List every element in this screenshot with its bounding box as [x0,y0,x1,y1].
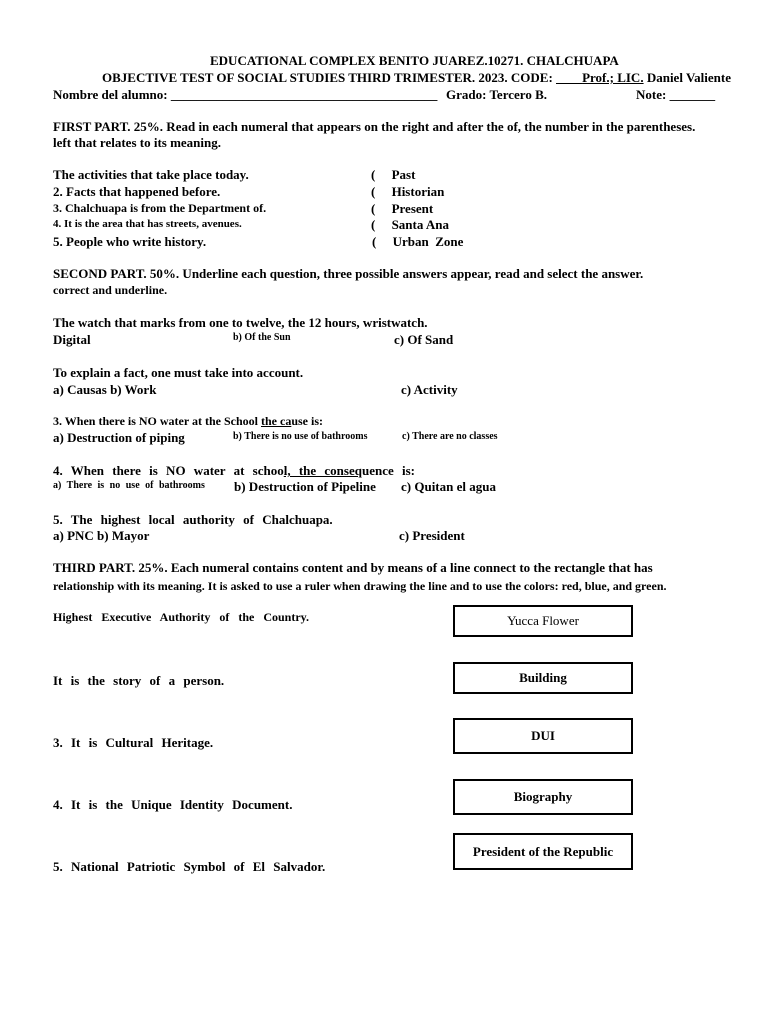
question-4-post: uence is: [361,463,415,478]
part1-item: The activities that take place today. [53,167,249,182]
question-1: The watch that marks from one to twelve, the 12 hours, wristwatch. [53,315,428,330]
answer-option: c) Of Sand [394,332,454,347]
prof-label: Prof.; LIC. [582,70,644,85]
match-item: 5. National Patriotic Symbol of El Salvador. [53,859,326,874]
match-item: 4. It is the Unique Identity Document. [53,797,293,812]
match-item: Highest Executive Authority of the Country. [53,610,309,624]
part2-title-cont: correct and underline. [53,283,168,297]
part1-title-cont: left that relates to its meaning. [53,135,222,150]
match-box-biography [453,779,633,815]
test-title-main: OBJECTIVE TEST OF SOCIAL STUDIES THIRD TRIMESTER. 2023. CODE: [102,70,557,85]
part1-answer: ( Past [371,167,416,182]
match-box-label: DUI [531,728,555,743]
match-box-label: Building [519,670,567,685]
part1-item: 3. Chalchuapa is from the Department of. [53,201,267,215]
code-blank: ____ [556,70,583,85]
match-box-yucca-flower [453,605,633,637]
test-title [102,70,731,86]
note-label: Note: _______ [636,87,716,102]
question-2: To explain a fact, one must take into account. [53,365,304,380]
part2-title: SECOND PART. 50%. Underline each question, three possible answers appear, read and select the answer. [53,266,644,281]
match-box-label: Yucca Flower [507,613,579,628]
answer-option: a) There is no use of bathrooms [53,480,205,491]
part3-title-cont: relationship with its meaning. It is asked to use a ruler when drawing the line and to use the colors: red, blue, and green. [53,579,667,593]
answer-option: a) Causas b) Work [53,382,157,397]
question-4-pre: 4. When there is NO water at schoo [53,463,284,478]
teacher-name: Daniel Valiente [643,70,731,85]
answer-option: c) Activity [401,382,458,397]
part3-title: THIRD PART. 25%. Each numeral contains content and by means of a line connect to the rectangle that has [53,560,653,575]
answer-option: c) Quitan el agua [401,479,496,494]
question-3-post: use is: [291,414,323,428]
match-item: 3. It is Cultural Heritage. [53,735,214,750]
answer-option: b) Of the Sun [233,332,291,343]
part1-title: FIRST PART. 25%. Read in each numeral that appears on the right and after the of, the number in the parentheses. [53,119,696,134]
question-4-underlined: l, the conseq [283,463,362,478]
school-title: EDUCATIONAL COMPLEX BENITO JUAREZ.10271. CHALCHUAPA [210,53,619,68]
student-name-line: Nombre del alumno: _________________________________________ [53,87,438,102]
part1-answer: ( Present [371,201,434,216]
match-box-dui [453,718,633,754]
question-4 [53,463,415,479]
part1-item: 5. People who write history. [53,234,207,249]
answer-option: b) Destruction of Pipeline [234,479,376,494]
match-item: It is the story of a person. [53,673,225,688]
part1-answer: ( Urban Zone [372,234,464,249]
answer-option: a) PNC b) Mayor [53,528,150,543]
question-3-underlined: the ca [261,414,292,428]
answer-option: a) Destruction of piping [53,430,185,445]
answer-option: b) There is no use of bathrooms [233,431,368,442]
part1-item: 2. Facts that happened before. [53,184,221,199]
match-box-label: Biography [513,789,573,804]
answer-option: c) President [399,528,465,543]
question-3-pre: 3. When there is NO water at the School [53,414,261,428]
match-box-president [453,833,633,870]
match-box-label: President of the Republic [472,843,614,859]
part1-item: 4. It is the area that has streets, avenues. [53,218,242,230]
question-5: 5. The highest local authority of Chalchuapa. [53,512,333,527]
part1-answer: ( Santa Ana [371,217,450,232]
part1-answer: ( Historian [371,184,445,199]
question-3 [53,414,323,429]
answer-option: Digital [53,332,91,347]
answer-option: c) There are no classes [402,431,498,442]
grade-label: Grado: Tercero B. [446,87,547,102]
match-box-building [453,662,633,694]
